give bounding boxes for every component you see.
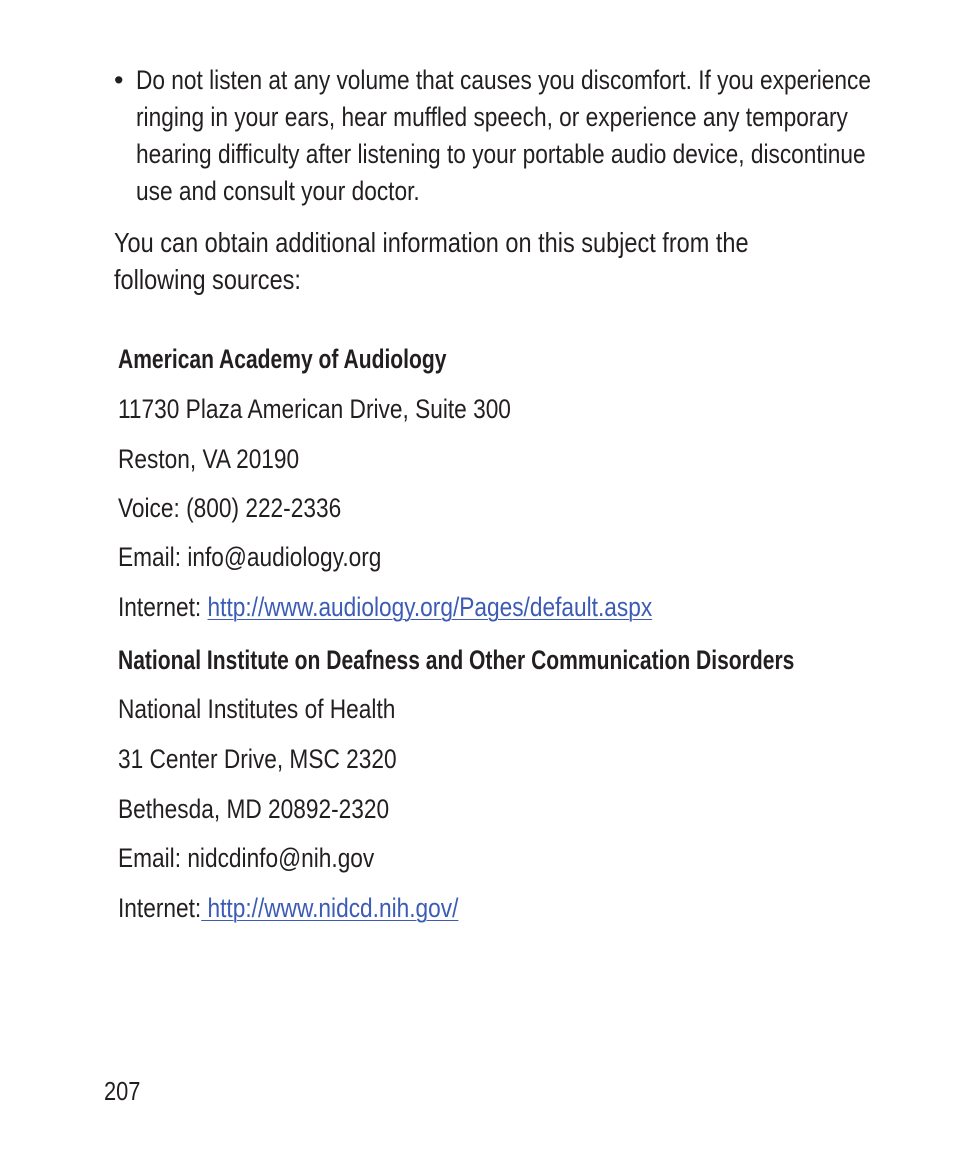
bullet-line-3: hearing difficulty after listening to your portable audio device, discontinue — [136, 139, 866, 169]
org1-internet-link[interactable]: http://www.audiology.org/Pages/default.aspx — [207, 592, 653, 622]
page-number: 207 — [104, 1076, 141, 1106]
org2-email: Email: nidcdinfo@nih.gov — [118, 843, 375, 873]
org2-internet — [118, 890, 523, 926]
org2-address2: Bethesda, MD 20892-2320 — [118, 794, 390, 824]
intro-line-2: following sources: — [114, 264, 301, 295]
org2-line1: National Institutes of Health — [118, 694, 396, 724]
org2-internet-label: Internet: — [118, 893, 202, 923]
org1-internet-label: Internet: — [118, 592, 208, 622]
org2-heading: National Institute on Deafness and Other Communication Disorders — [118, 645, 795, 675]
org2-address1: 31 Center Drive, MSC 2320 — [118, 744, 397, 774]
org2-internet-link[interactable]: http://www.nidcd.nih.gov/ — [201, 893, 459, 923]
bullet-line-4: use and consult your doctor. — [136, 176, 420, 206]
org1-address2: Reston, VA 20190 — [118, 444, 300, 474]
bullet-line-1: Do not listen at any volume that causes you discomfort. If you experience — [136, 65, 871, 95]
org1-internet — [118, 589, 754, 625]
intro-line-1: You can obtain additional information on this subject from the — [114, 227, 749, 258]
org1-email: Email: info@audiology.org — [118, 542, 382, 572]
org1-heading: American Academy of Audiology — [118, 344, 447, 374]
org1-voice: Voice: (800) 222-2336 — [118, 493, 342, 523]
bullet-dot: • — [114, 65, 124, 95]
org1-address1: 11730 Plaza American Drive, Suite 300 — [118, 394, 511, 424]
bullet-line-2: ringing in your ears, hear muffled speech, or experience any temporary — [136, 102, 848, 132]
